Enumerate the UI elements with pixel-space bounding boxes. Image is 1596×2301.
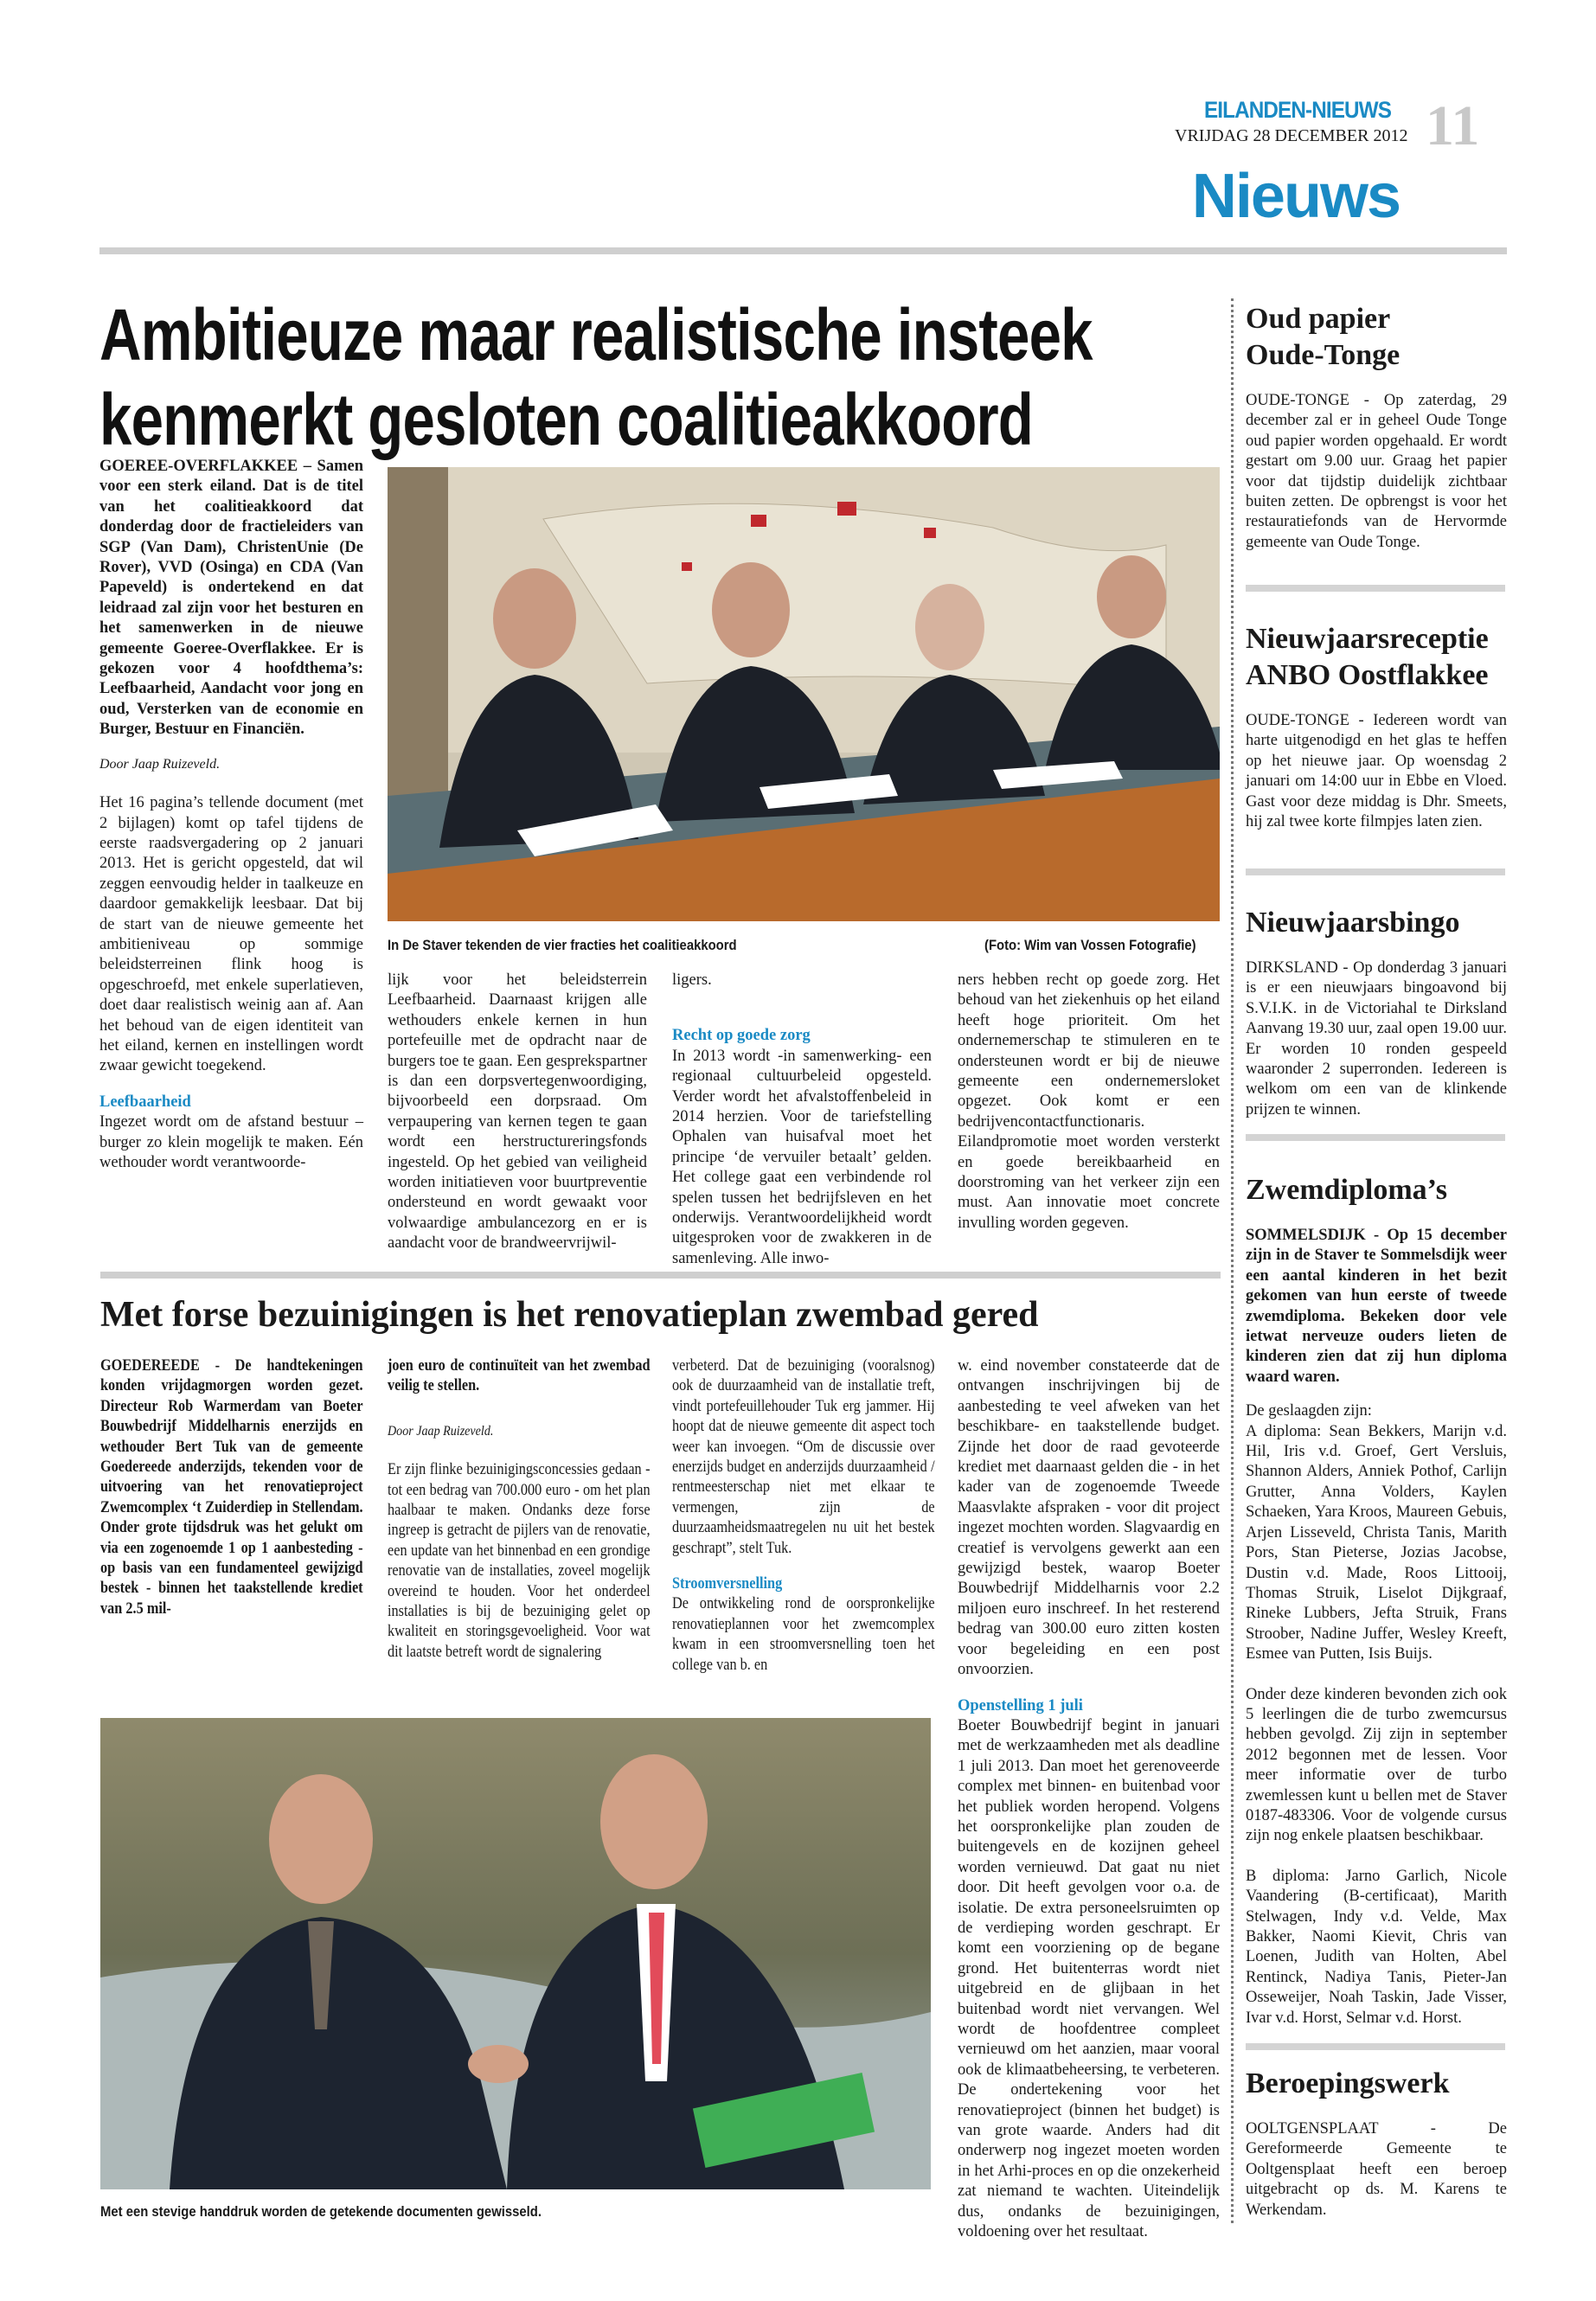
article2-paragraph: Boeter Bouwbedrijf begint in januari met de werkzaamheden met als deadline 1 juli 2013. Dan moet het gerenoveerde complex met binnen- en buitenbad voor het publiek worden heropend. Volgens het oorspronkelijke plan zouden de buitengevels en de kozijnen geheel worden vernieuwd. Dat gaat nu niet door. Dit heeft gevolgen voor o.a. de isolatie. De extra personeelsruimten op de verdieping worden geschrapt. Er komt een voorziening op de begane grond. Het buitenterras wordt niet uitgebreid en de glijbaan in het buitenbad wordt niet vervangen. Wel wordt de hoofdentree compleet vernieuwd om het aanzien, maar vooral ook de klimaatbeheersing, te verbeteren. De ondertekening voor het renovatieproject (binnen het budget) is van grote waarde. Anders had dit onderwerp nog ingezet moeten worden in het Arhi-proces en op die onzekerheid zat niemand te wachten. Uiteindelijk dus, ondanks de bezuinigingen, voldoening over het resultaat.: [958, 1716, 1220, 2241]
article2-paragraph: w. eind november constateerde dat de ontvangen inschrijvingen bij de aanbesteding te veel afweken van het beschikbare- en taakstellende budget. Zijnde het door de raad gevoteerde krediet met daarnaast gelden die - in het kader van de zogenoemde Tweede Maasvlakte afspraken - voor dit project ingezet mochten worden. Slagvaardig en creatief is vervolgens gewerkt aan een gewijzigd bestek, waarop Boeter Bouwbedrijf Middelharnis voor 2.2 miljoen euro inschreef. In het resterend bedrag van 300.00 euro zitten kosten voor begeleiding en een post onvoorzien.: [958, 1357, 1220, 1679]
sidebar-title: [1246, 301, 1507, 374]
sidebar-intro: SOMMELSDIJK - Op 15 december zijn in de Staver te Sommelsdijk weer een aantal kinderen in het bezit gekomen van hun eerste of tweede zwemdiploma. Bekeken door vele ietwat nerveuze ouders lieten de kinderen zien dat zij hun diploma waard waren.: [1246, 1227, 1507, 1386]
sidebar-item-nieuwjaarsbingo: [1246, 905, 1507, 1120]
article1-subhead-zorg: Recht op goede zorg: [672, 1027, 811, 1045]
b-diploma-list: B diploma: Jarno Garlich, Nicole Vaandering (B-certificaat), Marith Stelwagen, Indy v.d. Velde, Max Bakker, Naomi Kievit, Chris van Loenen, Judith van Holten, Abel Rentinck, Nadiya Tanis, Pieter-Jan Osseweijer, Noah Taskin, Jade Visser, Ivar v.d. Horst, Selmar v.d. Horst.: [1246, 1867, 1507, 2027]
sidebar-separator: [1246, 585, 1505, 592]
sidebar-body: OUDE-TONGE - Iedereen wordt van harte uitgenodigd en het glas te heffen op het nieuwe jaar. Op woensdag 2 januari om 14:00 uur in Ebbe en Vloed. Gast voor deze middag is Dhr. Smeets, hij zal twee korte filmpjes laten zien.: [1246, 712, 1507, 831]
header-divider: [99, 247, 1507, 254]
sidebar-separator: [1246, 868, 1505, 875]
article2-headline: Met forse bezuinigingen is het renovatieplan zwembad gered: [100, 1295, 1039, 1335]
article1-paragraph: ligers.: [672, 971, 712, 989]
article1-column-3: [672, 971, 932, 1269]
article2-paragraph: Er zijn flinke bezuinigingsconcessies gedaan - tot een bedrag van 700.000 euro - om het plan haalbaar te maken. Ondanks deze forse ingreep is getracht de pijlers van de renovatie, een update van het binnenbad en een grondige renovatie van de installaties, zoveel mogelijk overeind te houden. Voor het onderdeel installaties is bij de bezuiniging gelet op kwaliteit en storingsgevoeligheid. Voor wat dit laatste betreft wordt de signalering: [388, 1461, 651, 1661]
article1-paragraph: In 2013 wordt -in samenwerking- een regionaal cultuurbeleid opgesteld. Verder wordt het afvalstoffenbeleid in 2014 herzien. Voor de tariefstelling Ophalen van huisafval moet het principe ‘de vervuiler betaalt’ gelden. Het college gaat een verbindende rol spelen tussen het bedrijfsleven en het onderwijs. Verantwoordelijkheid wordt uitgesproken voor de zwakkeren in de samenleving. Alle inwo-: [672, 1047, 932, 1267]
headline-line: Ambitieuze maar realistische insteek: [99, 294, 1093, 375]
article2-column-4: [958, 1356, 1220, 2242]
sidebar-item-nieuwjaarsreceptie: [1246, 621, 1507, 832]
article2-subhead-stroomversnelling: Stroomversnelling: [672, 1575, 783, 1593]
sidebar-body: DIRKSLAND - Op donderdag 3 januari is er een nieuwjaars bingoavond bij S.V.I.K. in de Victoriahal te Dirksland Aanvang 19.30 uur, zaal open 19.00 uur. Er worden 10 ronden gespeeld waaronder 2 superronden. Iedereen is welkom om een van de klinkende prijzen te winnen.: [1246, 959, 1507, 1118]
article1-photo-caption: In De Staver tekenden de vier fracties het coalitieakkoord: [388, 938, 737, 953]
sidebar-label: De geslaagden zijn:: [1246, 1402, 1372, 1420]
article1-photo: [388, 467, 1220, 921]
headline-line: kenmerkt gesloten coalitieakkoord: [99, 379, 1034, 460]
article2-paragraph: De ontwikkeling rond de oorspronkelijke renovatieplannen voor het zwemcomplex kwam in een stroomversnelling toen het college van b. en: [672, 1595, 935, 1674]
article2-intro: GOEDEREEDE - De handtekeningen konden vrijdagmorgen worden gezet. Directeur Rob Warmerdam van Boeter Bouwbedrijf Middelharnis enerzijds en wethouder Bert Tuk van de gemeente Goedereede anderzijds, tekenden voor de uitvoering van het renovatieproject Zwemcomplex ‘t Zuiderdiep in Stellendam. Onder grote tijdsdruk was het gelukt om via een zogenoemde 1 op 1 aanbesteding - op basis van een fundamenteel gewijzigd bestek - binnen het taakstellende krediet van 2.5 mil-: [100, 1357, 363, 1618]
article1-paragraph: Het 16 pagina’s tellende document (met 2 bijlagen) komt op tafel tijdens de eerste raadsvergadering op 2 januari 2013. Het is gericht opgesteld, dat wil zeggen eenvoudig helder in taalkeuze en daardoor gemakkelijk leesbaar. Dat bij de start van de nieuwe gemeente het ambitieniveau op sommige beleidsterreinen flink hoog is opgeschroefd, met enkele superlatieven, doet daar realistisch weinig aan af. Aan het behoud van de eigen identiteit van het eiland, kernen en instellingen wordt zwaar gewicht toegekend.: [99, 794, 363, 1075]
title-line: Oude-Tonge: [1246, 339, 1401, 371]
article2-paragraph: verbeterd. Dat de bezuiniging (vooralsnog) ook de duurzaamheid van de installatie treft, vindt portefeuillehouder Tuk erg jammer. Hij hoopt dat de nieuwe gemeente dit aspect toch weer kan invoegen. “Om de discussie over enerzijds budget en anderzijds duurzaamheid / rentmeesterschap niet met elkaar te vermengen, zijn de duurzaamheidsmaatregelen nu uit het bestek geschrapt”, stelt Tuk.: [672, 1357, 935, 1557]
sidebar-title: Zwemdiploma’s: [1246, 1174, 1447, 1206]
article2-column-2: [388, 1356, 651, 1663]
article1-paragraph: Ingezet wordt om de afstand bestuur – burger zo klein mogelijk te maken. Eén wethouder wordt verantwoorde-: [99, 1113, 363, 1171]
sidebar-item-beroepingswerk: [1246, 2066, 1507, 2221]
article2-photo: [100, 1718, 931, 2189]
sidebar-body: OUDE-TONGE - Op zaterdag, 29 december zal er in geheel Oude Tonge oud papier worden opgehaald. Er wordt gestart om 9.00 uur. Graag het papier voor dat tijdstip duidelijk zichtbaar buiten zetten. De opbrengst is voor het restauratiefonds van de Hervormde gemeente van Oude Tonge.: [1246, 392, 1507, 551]
article2-subhead-openstelling: Openstelling 1 juli: [958, 1696, 1083, 1715]
a-diploma-list: A diploma: Sean Bekkers, Marijn v.d. Hil, Iris v.d. Groef, Gert Versluis, Shannon Alders, Anniek Pothof, Carlijn Grutter, Anna Volders, Kaylen Schaeken, Yara Kroos, Maureen Gebuis, Arjen Lisseveld, Christa Tanis, Marith Pors, Stan Pieterse, Jozias Jacobse, Dustin v.d. Made, Roos Littooij, Thomas Struik, Liselot Dijkgraaf, Rineke Lubbers, Jefta Struik, Frans Stroober, Nadine Juffer, Wesley Kreeft, Esmee van Putten, Isis Buijs.: [1246, 1422, 1507, 1663]
article-divider: [100, 1272, 1221, 1279]
sidebar-separator: [1246, 1134, 1505, 1141]
article2-column-1: [100, 1356, 363, 1619]
sidebar-item-zwemdiplomas: [1246, 1172, 1507, 2029]
page-number: 11: [1426, 94, 1480, 157]
article2-intro-continued: joen euro de continuïteit van het zwembad veilig te stellen.: [388, 1357, 651, 1395]
article1-byline: Door Jaap Ruizeveld.: [99, 756, 221, 772]
section-title: Nieuws: [1191, 162, 1400, 231]
article2-column-3: [672, 1356, 935, 1676]
sidebar-title: Nieuwjaarsbingo: [1246, 907, 1460, 939]
article1-paragraph: ners hebben recht op goede zorg. Het behoud van het ziekenhuis op het eiland heeft hoge prioriteit. Om het ondernemerschap te stimuleren en te ondersteunen wordt er bij de nieuwe gemeente een ondernemersloket opgezet. Ook komt er een bedrijvencontactfunctionaris. Eilandpromotie moet worden versterkt en goede bereikbaarheid en doorstroming van het verkeer zijn een must. Aan innovatie moet concrete invulling worden gegeven.: [958, 971, 1220, 1232]
signing-ceremony-photo: [388, 467, 1220, 921]
article1-column-4: [958, 971, 1220, 1234]
handshake-photo: [100, 1718, 931, 2189]
article1-intro: GOEREE-OVERFLAKKEE – Samen voor een sterk eiland. Dat is de titel van het coalitieakkoord dat donderdag door de fractieleiders van SGP (Van Dam), ChristenUnie (De Rover), VVD (Osinga) en CDA (Van Papeveld) is ondertekend en dat leidraad zal zijn voor het besturen en het samenwerken in de nieuwe gemeente Goeree-Overflakkee. Er is gekozen voor 4 hoofdthema’s: Leefbaarheid, Aandacht voor jong en oud, Versterken van de economie en Burger, Bestuur en Financiën.: [99, 458, 363, 739]
article2-byline: Door Jaap Ruizeveld.: [388, 1423, 494, 1439]
sidebar-body: Onder deze kinderen bevonden zich ook 5 leerlingen die de turbo zwemcursus hebben gevolgd. Zij zijn in september 2012 begonnen met de lessen. Voor meer informatie over de turbo zwemlessen kunt u bellen met de Staver 0187-483306. Voor de volgende cursus zijn nog enkele plaatsen beschikbaar.: [1246, 1685, 1507, 1845]
article1-paragraph: lijk voor het beleidsterrein Leefbaarheid. Daarnaast krijgen alle wethouders enkele kernen in hun portefeuille met de opdracht naar de burgers toe te gaan. Een gesprekspartner is dan een dorpsvertegenwoordiging, bijvoorbeeld een dorpsraad. Om verpaupering van kernen tegen te gaan wordt een herstructureringsfonds ingesteld. Op het gebied van veiligheid worden initiatieven voor buurtpreventie ondersteund en wordt gewaakt voor volwaardige ambulancezorg en er is aandacht voor de brandweervrijwil-: [388, 971, 647, 1253]
article1-headline: [99, 292, 1093, 462]
title-line: Nieuwjaarsreceptie: [1246, 623, 1489, 655]
sidebar-title: Beroepingswerk: [1246, 2067, 1450, 2099]
issue-date: VRIJDAG 28 DECEMBER 2012: [1175, 126, 1408, 145]
sidebar-item-oud-papier: [1246, 301, 1507, 553]
sidebar-title: [1246, 621, 1507, 694]
sidebar-body: OOLTGENSPLAAT - De Gereformeerde Gemeente te Ooltgensplaat heeft een beroep uitgebracht op ds. M. Karens te Werkendam.: [1246, 2120, 1507, 2219]
article1-column-2: [388, 971, 647, 1254]
newspaper-logo: EILANDEN-NIEUWS: [1204, 97, 1391, 123]
article1-column-1: [99, 457, 363, 1173]
article1-photo-credit: (Foto: Wim van Vossen Fotografie): [984, 938, 1196, 953]
title-line: ANBO Oostflakkee: [1246, 659, 1489, 691]
sidebar-divider: [1231, 298, 1234, 2223]
article1-subhead-leefbaarheid: Leefbaarheid: [99, 1093, 191, 1111]
sidebar-separator: [1246, 2043, 1505, 2050]
article2-photo-caption: Met een stevige handdruk worden de getekende documenten gewisseld.: [100, 2204, 542, 2220]
title-line: Oud papier: [1246, 303, 1391, 335]
